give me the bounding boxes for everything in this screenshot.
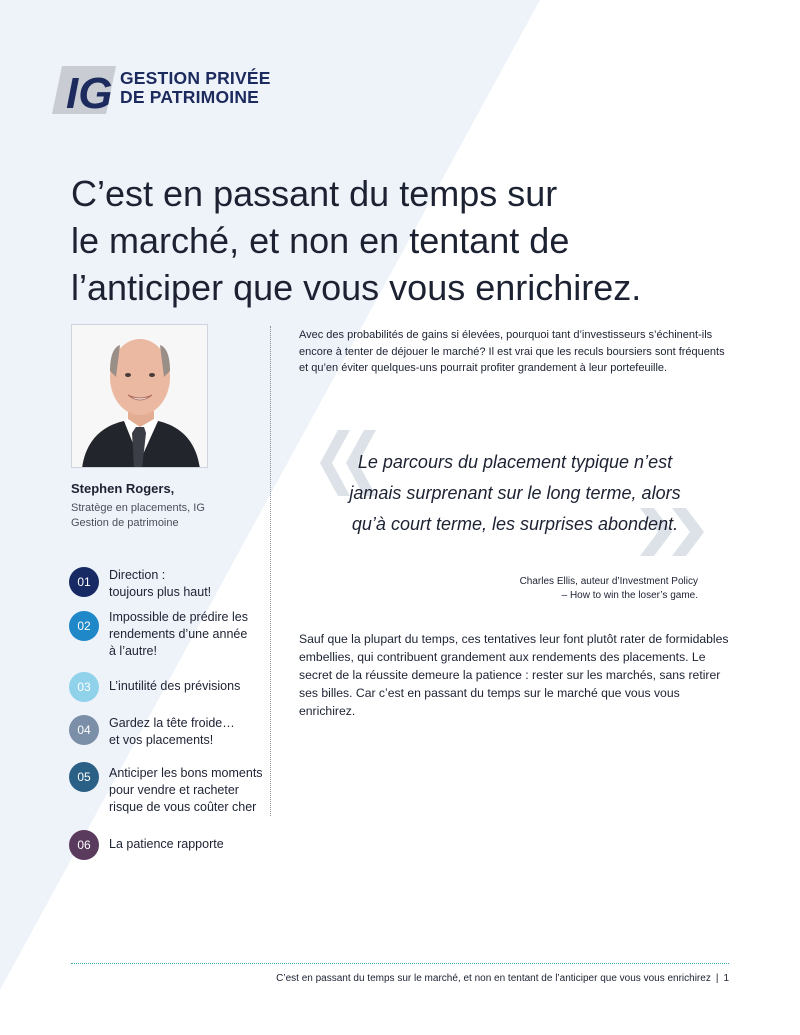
toc-number-badge: 03 <box>69 672 99 702</box>
toc-number-badge: 02 <box>69 611 99 641</box>
footer-separator: | <box>715 973 719 984</box>
logo-line-1: GESTION PRIVÉE <box>120 68 271 88</box>
toc-label <box>109 715 279 749</box>
toc-label <box>109 765 279 816</box>
attribution-line-2: – How to win the loser’s game. <box>561 590 698 601</box>
toc-number-badge: 01 <box>69 567 99 597</box>
attribution-line-1: Charles Ellis, auteur d’Investment Policy <box>519 576 698 587</box>
toc-label-line: risque de vous coûter cher <box>109 800 257 814</box>
page-footer <box>200 973 729 984</box>
body-paragraph: Sauf que la plupart du temps, ces tentatives leur font plutôt rater de formidables embellies, qui contribuent grandement aux rendements des placements. Le secret de la réussite demeure la patience : rester sur les marchés, sans retirer ses billes. Car c’est en passant du temps sur le marché que vous vous enrichirez. <box>299 632 729 718</box>
quote-line-2: jamais surprenant sur le long terme, alors <box>349 483 681 503</box>
toc-label <box>109 678 279 695</box>
toc-label-line: rendements d’une année <box>109 627 248 641</box>
pull-quote <box>300 447 730 540</box>
page-title <box>71 170 711 311</box>
toc-label-line: toujours plus haut! <box>109 585 212 599</box>
toc-label-line: Impossible de prédire les <box>109 610 248 624</box>
intro-paragraph: Avec des probabilités de gains si élevées, pourquoi tant d’investisseurs s’échinent-ils encore à tenter de déjouer le marché? Il est vrai que les reculs boursiers sont fréquents et qu’en éviter quelques-uns pourrait profiter grandement à leur portefeuille. <box>299 329 725 374</box>
logo-line-2: DE PATRIMOINE <box>120 87 260 107</box>
toc-number-badge: 05 <box>69 762 99 792</box>
quote-line-1: Le parcours du placement typique n’est <box>357 452 673 472</box>
toc-label-line: L’inutilité des prévisions <box>109 679 241 693</box>
title-line-1: C’est en passant du temps sur <box>71 173 558 214</box>
toc-label-line: à l’autre! <box>109 644 157 658</box>
footer-divider <box>71 963 729 964</box>
quote-line-3: qu’à court terme, les surprises abondent. <box>351 514 679 534</box>
author-role-line-1: Stratège en placements, IG <box>71 502 205 514</box>
author-role <box>71 501 261 531</box>
toc-number-badge: 04 <box>69 715 99 745</box>
page-number: 1 <box>723 973 729 984</box>
toc-label-line: Gardez la tête froide… <box>109 716 235 730</box>
toc-label-line: La patience rapporte <box>109 837 224 851</box>
logo-mark-text: IG <box>66 69 113 114</box>
brand-logo <box>52 64 292 116</box>
toc-label-line: pour vendre et racheter <box>109 783 239 797</box>
title-line-3: l’anticiper que vous vous enrichirez. <box>71 267 642 308</box>
toc-number-badge: 06 <box>69 830 99 860</box>
toc-label <box>109 836 279 853</box>
toc-label-line: Direction : <box>109 568 166 582</box>
ig-logo-mark <box>52 64 116 114</box>
toc-label <box>109 609 279 660</box>
title-line-2: le marché, et non en tentant de <box>71 220 570 261</box>
toc-label-line: Anticiper les bons moments <box>109 766 263 780</box>
author-photo <box>71 324 208 468</box>
quote-attribution <box>420 575 698 603</box>
footer-title: C’est en passant du temps sur le marché, et non en tentant de l’anticiper que vous vous enrichirez <box>276 973 711 984</box>
toc-label-line: et vos placements! <box>109 733 214 747</box>
toc-label <box>109 567 279 601</box>
author-portrait-icon <box>72 325 208 468</box>
author-name: Stephen Rogers, <box>71 481 175 496</box>
author-role-line-2: Gestion de patrimoine <box>71 517 179 529</box>
